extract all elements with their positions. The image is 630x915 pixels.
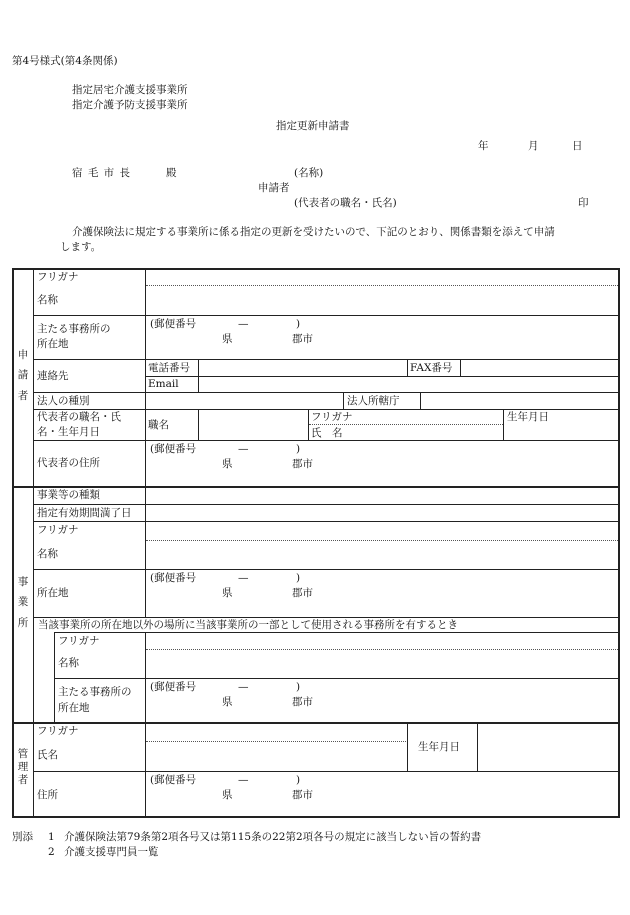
applicant-prefecture: 県: [222, 333, 233, 345]
office-city: 郡市: [292, 587, 313, 599]
rep-birthdate-label: 生年月日: [507, 411, 549, 423]
manager-birthdate-field[interactable]: [479, 724, 617, 770]
manager-postal-close: ): [296, 774, 301, 786]
expiry-label: 指定有効期間満了日: [37, 507, 132, 519]
honorific: 殿: [166, 167, 177, 179]
sub-office-main-label-1: 主たる事務所の: [58, 686, 132, 698]
applicant-name-label: 名称: [37, 294, 58, 306]
rep-postal-close: ): [296, 443, 301, 455]
rep-city: 郡市: [292, 458, 313, 470]
addressee: 宿 毛 市 長: [72, 167, 132, 179]
manager-birthdate-label: 生年月日: [418, 741, 460, 753]
office-location-label: 所在地: [37, 587, 69, 599]
rep-address-label: 代表者の住所: [37, 457, 100, 469]
applicant-name-label: (名称): [294, 167, 324, 179]
sub-office-notice: 当該事業所の所在地以外の場所に当該事業所の一部として使用される事務所を有するとき: [38, 619, 458, 631]
applicant-name-field[interactable]: [147, 287, 617, 313]
sub-office-postal-close: ): [296, 681, 301, 693]
attachment-2-number: 2: [48, 846, 55, 858]
sub-office-name-field[interactable]: [147, 651, 617, 676]
manager-postal-dash: —: [238, 774, 249, 786]
office-postal-dash: —: [238, 572, 249, 584]
applicant-furigana-label: フリガナ: [37, 271, 79, 283]
sub-office-postal-dash: —: [238, 681, 249, 693]
sub-office-main-label-2: 所在地: [58, 702, 90, 714]
rep-postal-dash: —: [238, 443, 249, 455]
rep-name-label: 氏 名: [311, 427, 343, 439]
sub-office-furigana-label: フリガナ: [58, 635, 100, 647]
manager-section-label: 管 理 者: [17, 748, 29, 787]
applicant-postal-close: ): [296, 318, 301, 330]
manager-name-field[interactable]: [147, 743, 405, 769]
attachment-2: 介護支援専門員一覧: [64, 846, 159, 858]
date-day: 日: [572, 140, 583, 152]
office-postal-close: ): [296, 572, 301, 584]
office-section-label: 事 業 所: [17, 576, 29, 629]
applicant-postal-label: (郵便番号: [150, 318, 197, 330]
representative-label: (代表者の職名・氏名): [294, 197, 397, 209]
sub-office-name-label: 名称: [58, 657, 79, 669]
document-title: 指定更新申請書: [276, 120, 350, 132]
office-type-2: 指定介護予防支援事業所: [72, 99, 188, 111]
date-month: 月: [528, 140, 539, 152]
phone-field[interactable]: [200, 360, 406, 375]
office-name-field[interactable]: [147, 542, 617, 567]
office-type-1: 指定居宅介護支援事業所: [72, 84, 188, 96]
business-type-label: 事業等の種類: [37, 489, 100, 501]
applicant-postal-dash: —: [238, 318, 249, 330]
manager-address-label: 住所: [37, 789, 58, 801]
email-label: Email: [148, 378, 179, 390]
office-prefecture: 県: [222, 587, 233, 599]
intro-line-2: します。: [60, 241, 102, 253]
intro-line-1: 介護保険法に規定する事業所に係る指定の更新を受けたいので、下記のとおり、関係書類を添えて申請: [72, 226, 555, 238]
fax-field[interactable]: [462, 360, 617, 375]
attachments-label: 別添: [12, 831, 33, 843]
manager-name-label: 氏名: [37, 749, 58, 761]
applicant-section-label: 申 請 者: [17, 349, 29, 402]
office-furigana-label: フリガナ: [37, 524, 79, 536]
office-postal-label: (郵便番号: [150, 572, 197, 584]
seal-mark: 印: [578, 197, 589, 209]
office-name-label: 名称: [37, 548, 58, 560]
rep-position-label: 職名: [148, 419, 169, 431]
sub-office-city: 郡市: [292, 696, 313, 708]
attachment-1-number: 1: [48, 831, 55, 843]
applicant-main-office-label-2: 所在地: [37, 338, 69, 350]
fax-label: FAX番号: [410, 362, 453, 374]
rep-info-label-2: 名・生年月日: [37, 426, 100, 438]
sub-office-prefecture: 県: [222, 696, 233, 708]
email-field[interactable]: [200, 377, 617, 391]
applicant-label: 申請者: [258, 182, 290, 194]
manager-postal-label: (郵便番号: [150, 774, 197, 786]
manager-prefecture: 県: [222, 789, 233, 801]
rep-furigana-label: フリガナ: [311, 411, 353, 423]
manager-city: 郡市: [292, 789, 313, 801]
phone-label: 電話番号: [148, 362, 190, 374]
sub-office-postal-label: (郵便番号: [150, 681, 197, 693]
corp-authority-label: 法人所轄庁: [347, 395, 400, 407]
rep-postal-label: (郵便番号: [150, 443, 197, 455]
attachment-1: 介護保険法第79条第2項各号又は第115条の22第2項各号の規定に該当しない旨の誓約書: [64, 831, 482, 843]
applicant-main-office-label-1: 主たる事務所の: [37, 323, 111, 335]
rep-prefecture: 県: [222, 458, 233, 470]
corp-type-label: 法人の種別: [37, 395, 90, 407]
rep-info-label-1: 代表者の職名・氏: [37, 411, 121, 423]
form-number: 第4号様式(第4条関係): [12, 55, 118, 67]
date-year: 年: [478, 140, 489, 152]
manager-furigana-label: フリガナ: [37, 725, 79, 737]
contact-label: 連絡先: [37, 370, 69, 382]
applicant-city: 郡市: [292, 333, 313, 345]
